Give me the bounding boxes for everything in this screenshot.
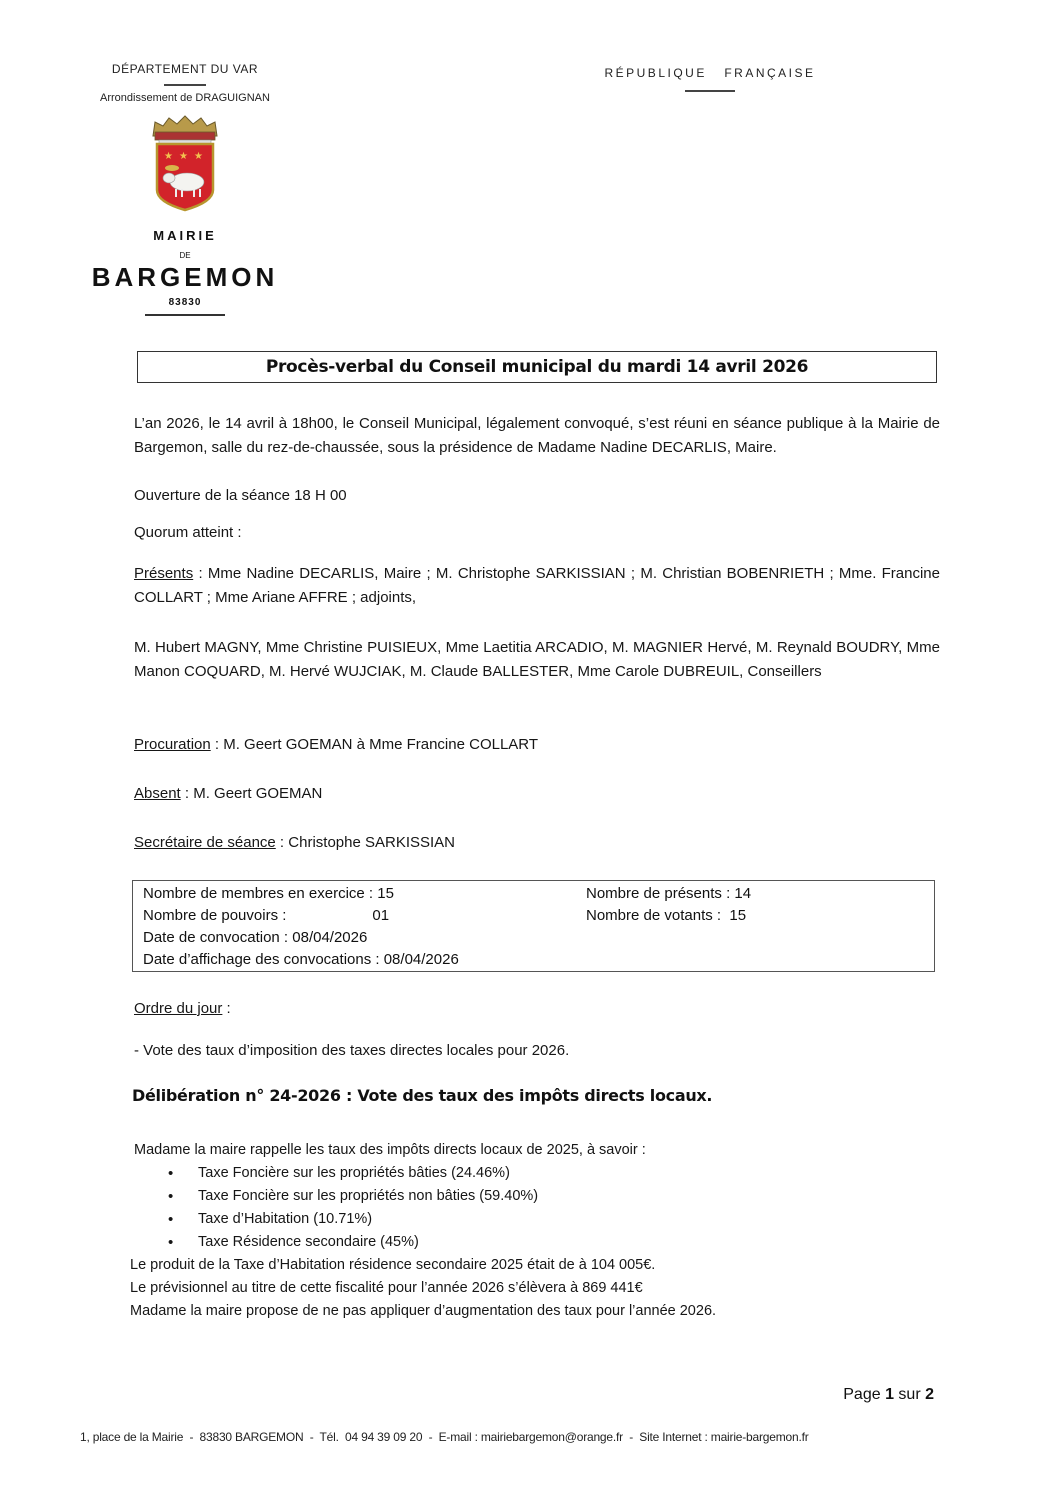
presents-adjoints-text: : Mme Nadine DECARLIS, Maire ; M. Christophe SARKISSIAN ; M. Christian BOBENRIETH ; Mme. Francine COLLART ; Mme Ariane AFFRE ; adjoints, [134, 565, 940, 606]
procuration-text: : M. Geert GOEMAN à Mme Francine COLLART [210, 736, 539, 753]
tax-rate-item: • Taxe Résidence secondaire (45%) [134, 1231, 940, 1254]
stat-affichage: Date d’affichage des convocations : 08/04/2026 [143, 951, 459, 968]
footer-contact: 1, place de la Mairie - 83830 BARGEMON - Tél. 04 94 39 09 20 - E-mail : mairiebargemon@orange.fr - Site Internet : mairie-bargemon.fr [80, 1430, 809, 1444]
document-title-box [137, 351, 937, 383]
absent-text: : M. Geert GOEMAN [180, 785, 323, 802]
procuration-line [134, 733, 940, 757]
divider [685, 90, 735, 92]
letterhead-left [60, 62, 310, 316]
town-name: BARGEMON [91, 262, 279, 292]
stats-left [143, 883, 459, 971]
quorum-label: Quorum atteint : [134, 524, 242, 541]
attendance-stats-box [132, 880, 935, 972]
votants-value: 15 [729, 907, 747, 924]
stat-convocation: Date de convocation : 08/04/2026 [143, 929, 368, 946]
presents-adjoints [134, 562, 940, 610]
letterhead-right [590, 66, 830, 98]
stats-right [586, 883, 751, 927]
department-label: DÉPARTEMENT DU VAR [111, 62, 259, 76]
presents-value: 14 [734, 885, 752, 902]
absent-line [134, 782, 940, 806]
svg-text:★: ★ [179, 151, 188, 162]
produit-line: Le produit de la Taxe d’Habitation résidence secondaire 2025 était de à 104 005€. [130, 1257, 656, 1273]
stat-votants: Nombre de votants : 15 [586, 907, 747, 924]
coat-of-arms-icon [145, 114, 225, 214]
agenda-item: - Vote des taux d’imposition des taxes directes locales pour 2026. [134, 1042, 570, 1059]
mairie-label: MAIRIE [153, 228, 217, 243]
previsionnel-line: Le prévisionnel au titre de cette fiscalité pour l’année 2026 s’élèvera à 869 441€ [130, 1280, 643, 1296]
stat-membres: Nombre de membres en exercice : 15 [143, 885, 394, 902]
svg-text:★: ★ [164, 151, 173, 162]
agenda-label: Ordre du jour [134, 1000, 223, 1017]
deliberation-body [130, 1139, 940, 1323]
pouvoirs-value: 01 [372, 907, 390, 924]
tax-rate-item: • Taxe Foncière sur les propriétés non bâties (59.40%) [134, 1185, 940, 1208]
secretaire-text: : Christophe SARKISSIAN [275, 834, 456, 851]
divider [145, 314, 225, 316]
secretaire-line [134, 831, 940, 855]
postal-code: 83830 [168, 297, 202, 308]
tax-rate-item: • Taxe Foncière sur les propriétés bâties (24.46%) [134, 1162, 940, 1185]
tax-rate-item: • Taxe d’Habitation (10.71%) [134, 1208, 940, 1231]
current-page: 1 [885, 1386, 894, 1403]
membres-value: 15 [377, 885, 394, 902]
agenda-heading: Ordre du jour : [134, 1000, 231, 1017]
stat-pouvoirs: Nombre de pouvoirs : 01 [143, 907, 390, 924]
absent-label: Absent [134, 785, 181, 802]
page-number: Page 1 sur 2 [843, 1386, 934, 1403]
divider [164, 84, 206, 86]
presents-conseillers: M. Hubert MAGNY, Mme Christine PUISIEUX, Mme Laetitia ARCADIO, M. MAGNIER Hervé, M. Reynald BOUDRY, Mme Manon COQUARD, M. Hervé WUJCIAK, M. Claude BALLESTER, Mme Carole DUBREUIL, Conseillers [134, 639, 940, 680]
opening-time: Ouverture de la séance 18 H 00 [134, 487, 347, 504]
intro-paragraph: L’an 2026, le 14 avril à 18h00, le Conseil Municipal, légalement convoqué, s’est réuni en séance publique à la Mairie de Bargemon, salle du rez-de-chaussée, sous la présidence de Madame Nadine DECARLIS, Maire. [134, 415, 940, 456]
tax-rate-list [134, 1162, 940, 1254]
arrondissement-label: Arrondissement de DRAGUIGNAN [100, 92, 270, 104]
procuration-label: Procuration [134, 736, 211, 753]
stat-presents: Nombre de présents : 14 [586, 885, 752, 902]
de-label: DE [179, 251, 191, 260]
document-title: Procès-verbal du Conseil municipal du mardi 14 avril 2026 [265, 357, 809, 377]
proposition-line: Madame la maire propose de ne pas appliquer d’augmentation des taux pour l’année 2026. [130, 1303, 717, 1319]
total-pages: 2 [925, 1386, 934, 1403]
republic-label: RÉPUBLIQUE FRANÇAISE [604, 66, 816, 80]
svg-text:★: ★ [194, 151, 203, 162]
presents-label: Présents [134, 565, 194, 582]
deliberation-title: Délibération n° 24-2026 : Vote des taux des impôts directs locaux. [132, 1086, 713, 1105]
deliberation-intro: Madame la maire rappelle les taux des impôts directs locaux de 2025, à savoir : [134, 1142, 646, 1158]
secretaire-label: Secrétaire de séance [134, 834, 276, 851]
